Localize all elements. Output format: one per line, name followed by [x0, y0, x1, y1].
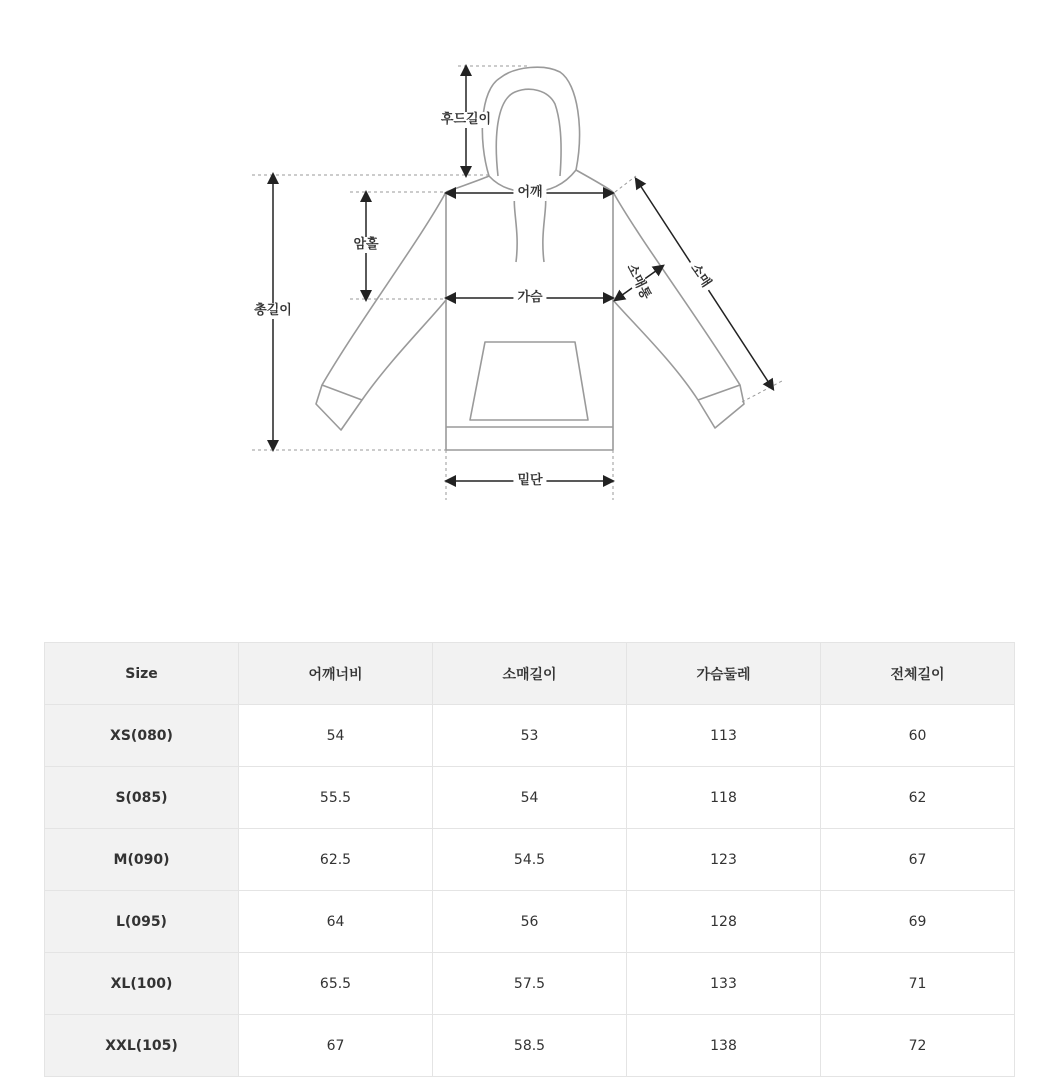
- table-row: [45, 705, 1015, 767]
- header-size: Size: [45, 643, 239, 705]
- size-cell: M(090): [45, 829, 239, 891]
- hood-length-label: 후드길이: [437, 112, 495, 128]
- length-cell: 60: [821, 705, 1015, 767]
- size-cell: XXL(105): [45, 1015, 239, 1077]
- shoulder-cell: 54: [239, 705, 433, 767]
- table-row: [45, 767, 1015, 829]
- shoulder-label: 어깨: [513, 185, 546, 201]
- shoulder-cell: 62.5: [239, 829, 433, 891]
- armhole-label: 암홀: [349, 237, 382, 253]
- size-cell: S(085): [45, 767, 239, 829]
- table-row: [45, 891, 1015, 953]
- table-row: [45, 829, 1015, 891]
- header-shoulder-width: 어깨너비: [239, 643, 433, 705]
- size-cell: XL(100): [45, 953, 239, 1015]
- chest-cell: 138: [627, 1015, 821, 1077]
- sleeve-cell: 56: [433, 891, 627, 953]
- chest-cell: 118: [627, 767, 821, 829]
- header-chest: 가슴둘레: [627, 643, 821, 705]
- sleeve-label: 소매: [684, 258, 716, 294]
- shoulder-cell: 55.5: [239, 767, 433, 829]
- length-cell: 72: [821, 1015, 1015, 1077]
- sleeve-cell: 57.5: [433, 953, 627, 1015]
- sleeve-cell: 54.5: [433, 829, 627, 891]
- table-header-row: [45, 643, 1015, 705]
- sleeve-cell: 53: [433, 705, 627, 767]
- chest-cell: 128: [627, 891, 821, 953]
- length-cell: 71: [821, 953, 1015, 1015]
- size-cell: L(095): [45, 891, 239, 953]
- chest-cell: 123: [627, 829, 821, 891]
- hoodie-outline: [316, 67, 744, 450]
- shoulder-cell: 64: [239, 891, 433, 953]
- chest-label: 가슴: [513, 290, 546, 306]
- chest-cell: 113: [627, 705, 821, 767]
- hem-label: 밑단: [513, 473, 546, 489]
- sleeve-opening-label: 소매통: [621, 258, 655, 306]
- table-row: [45, 1015, 1015, 1077]
- sleeve-cell: 58.5: [433, 1015, 627, 1077]
- shoulder-cell: 67: [239, 1015, 433, 1077]
- shoulder-cell: 65.5: [239, 953, 433, 1015]
- size-cell: XS(080): [45, 705, 239, 767]
- chest-cell: 133: [627, 953, 821, 1015]
- length-cell: 67: [821, 829, 1015, 891]
- length-cell: 62: [821, 767, 1015, 829]
- total-length-label: 총길이: [250, 303, 296, 319]
- header-sleeve-length: 소매길이: [433, 643, 627, 705]
- size-chart-table: [44, 642, 1015, 1077]
- table-row: [45, 953, 1015, 1015]
- header-total-length: 전체길이: [821, 643, 1015, 705]
- sleeve-cell: 54: [433, 767, 627, 829]
- length-cell: 69: [821, 891, 1015, 953]
